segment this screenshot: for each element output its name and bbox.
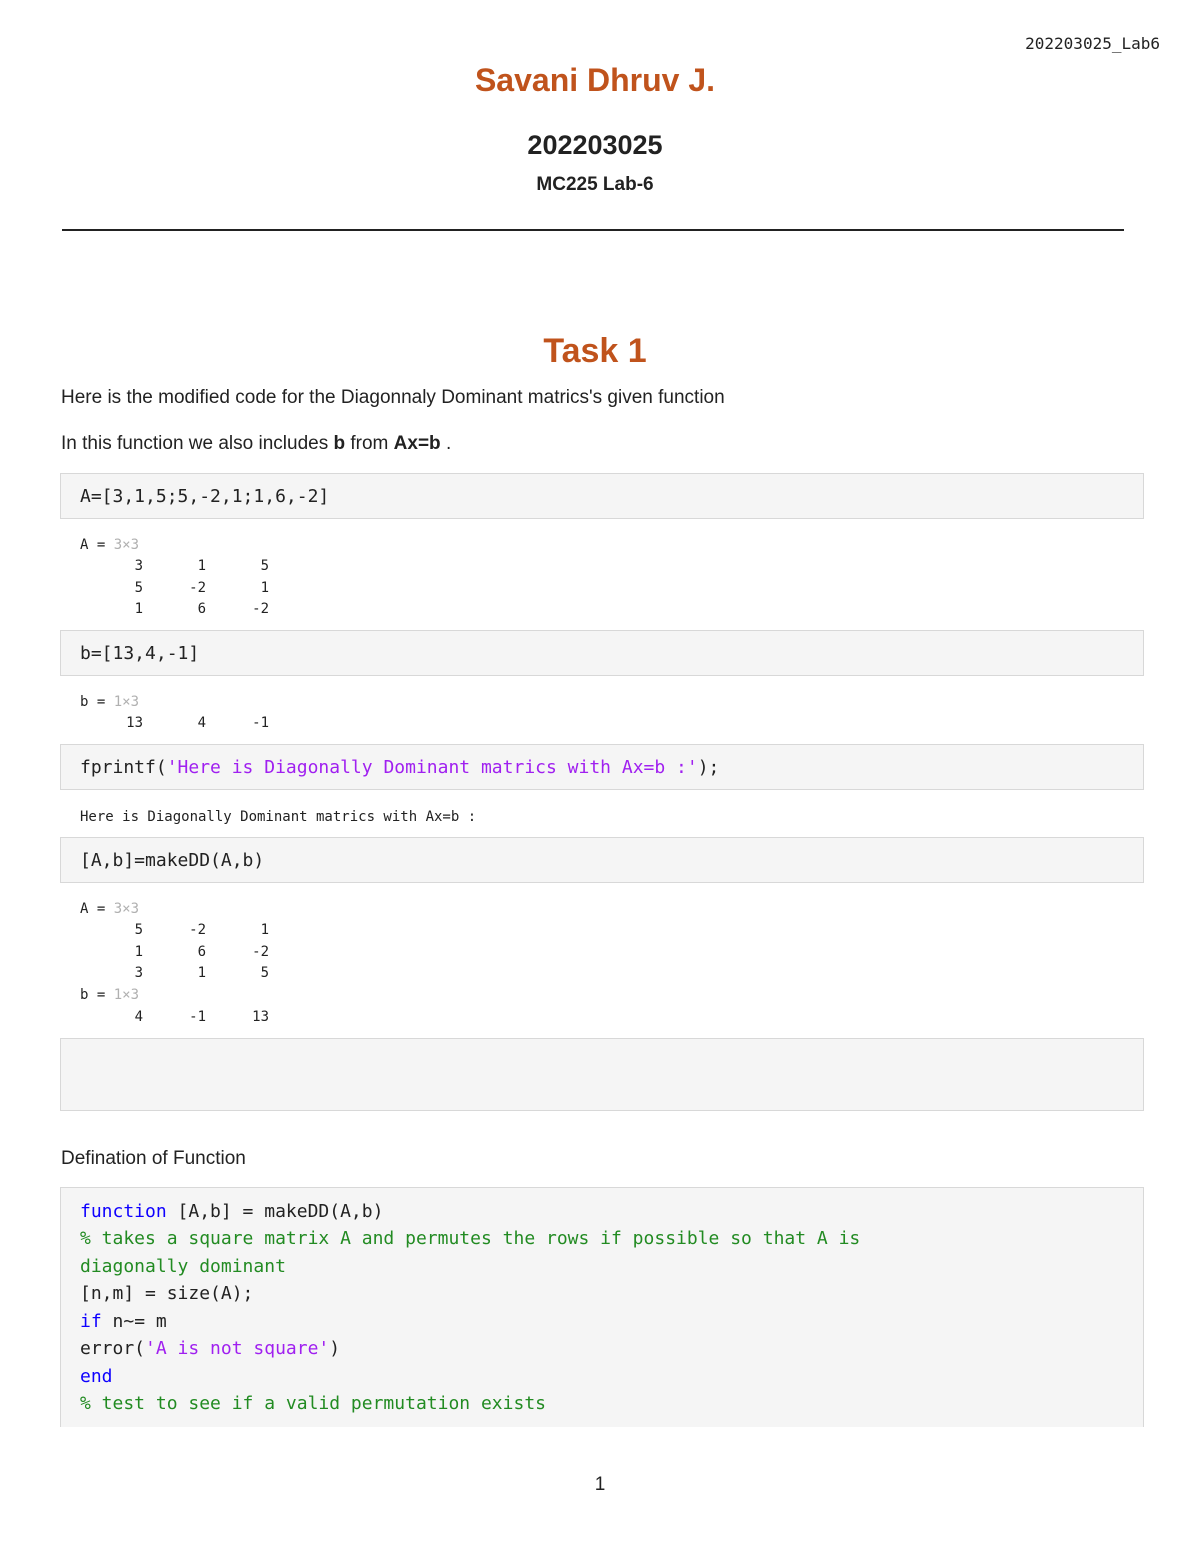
output-dims: 3×3 <box>113 901 140 917</box>
output-label <box>80 901 139 917</box>
matrix-cell: 5 <box>134 922 143 938</box>
task-note <box>61 433 451 455</box>
code-keyword: end <box>80 1366 113 1387</box>
matrix-cell: 1 <box>260 922 269 938</box>
vector-cell: 4 <box>134 1009 143 1025</box>
code-line <box>80 1338 340 1359</box>
task-intro: Here is the modified code for the Diagonnaly Dominant matrics's given function <box>61 387 725 408</box>
code-text: ) <box>329 1338 341 1359</box>
code-line: b=[13,4,-1] <box>80 643 200 664</box>
note-text: from <box>345 433 394 454</box>
output-text: Here is Diagonally Dominant matrics with Ax=b : <box>80 809 477 825</box>
definition-heading: Defination of Function <box>61 1148 246 1169</box>
matrix-cell: -2 <box>189 580 206 596</box>
matrix-cell: 1 <box>197 965 206 981</box>
matrix-cell: -2 <box>189 922 206 938</box>
code-string: 'A is not square' <box>145 1338 330 1359</box>
matrix-cell: -2 <box>252 944 269 960</box>
code-comment: diagonally dominant <box>80 1256 286 1277</box>
matrix-cell: 1 <box>134 601 143 617</box>
matrix-cell: 5 <box>260 558 269 574</box>
vector-cell: 4 <box>197 715 206 731</box>
code-line <box>80 1201 383 1222</box>
vector-cell: 13 <box>126 715 143 731</box>
function-code-cell[interactable] <box>60 1187 1144 1427</box>
note-text: In this function we also includes <box>61 433 334 454</box>
lab-title: MC225 Lab-6 <box>536 174 654 195</box>
code-function: error( <box>80 1338 146 1359</box>
code-line: [A,b]=makeDD(A,b) <box>80 850 265 871</box>
code-text: n~= m <box>101 1311 167 1332</box>
empty-code-cell[interactable] <box>60 1038 1144 1111</box>
code-line: [n,m] = size(A); <box>80 1283 254 1304</box>
note-variable-b: b <box>333 433 346 454</box>
student-id: 202203025 <box>527 130 663 160</box>
matrix-cell: 1 <box>134 944 143 960</box>
code-end: ); <box>697 757 720 778</box>
output-var: b = <box>80 694 114 710</box>
matrix-cell: 5 <box>134 580 143 596</box>
output-var: A = <box>80 537 114 553</box>
output-label <box>80 537 139 553</box>
output-label <box>80 987 139 1003</box>
code-line <box>80 757 719 778</box>
output-var: b = <box>80 987 114 1003</box>
document-file-id: 202203025_Lab6 <box>1025 34 1160 53</box>
matrix-cell: 3 <box>134 558 143 574</box>
output-dims: 3×3 <box>113 537 140 553</box>
vector-cell: 13 <box>252 1009 269 1025</box>
output-var: A = <box>80 901 114 917</box>
code-text: [A,b] = makeDD(A,b) <box>166 1201 384 1222</box>
code-comment: % test to see if a valid permutation exists <box>80 1393 546 1414</box>
matrix-cell: 6 <box>197 944 206 960</box>
matrix-cell: -2 <box>252 601 269 617</box>
code-string: 'Here is Diagonally Dominant matrics with Ax=b :' <box>166 757 698 778</box>
output-dims: 1×3 <box>113 987 140 1003</box>
title-divider <box>62 229 1124 231</box>
code-cell[interactable] <box>60 630 1144 676</box>
code-function: fprintf( <box>80 757 167 778</box>
vector-cell: -1 <box>189 1009 206 1025</box>
matrix-cell: 3 <box>134 965 143 981</box>
matrix-cell: 5 <box>260 965 269 981</box>
code-keyword: if <box>80 1311 102 1332</box>
matrix-cell: 1 <box>260 580 269 596</box>
note-text: . <box>440 433 452 454</box>
author-name: Savani Dhruv J. <box>474 62 716 98</box>
code-comment: % takes a square matrix A and permutes the rows if possible so that A is <box>80 1228 861 1249</box>
matrix-cell: 6 <box>197 601 206 617</box>
matrix-cell: 1 <box>197 558 206 574</box>
output-dims: 1×3 <box>113 694 140 710</box>
code-line <box>80 1311 167 1332</box>
note-equation: Ax=b <box>393 433 441 454</box>
page-number: 1 <box>594 1474 606 1495</box>
vector-cell: -1 <box>252 715 269 731</box>
code-line: A=[3,1,5;5,-2,1;1,6,-2] <box>80 486 330 507</box>
code-keyword: function <box>80 1201 167 1222</box>
task-heading: Task 1 <box>543 332 647 370</box>
output-label <box>80 694 139 710</box>
